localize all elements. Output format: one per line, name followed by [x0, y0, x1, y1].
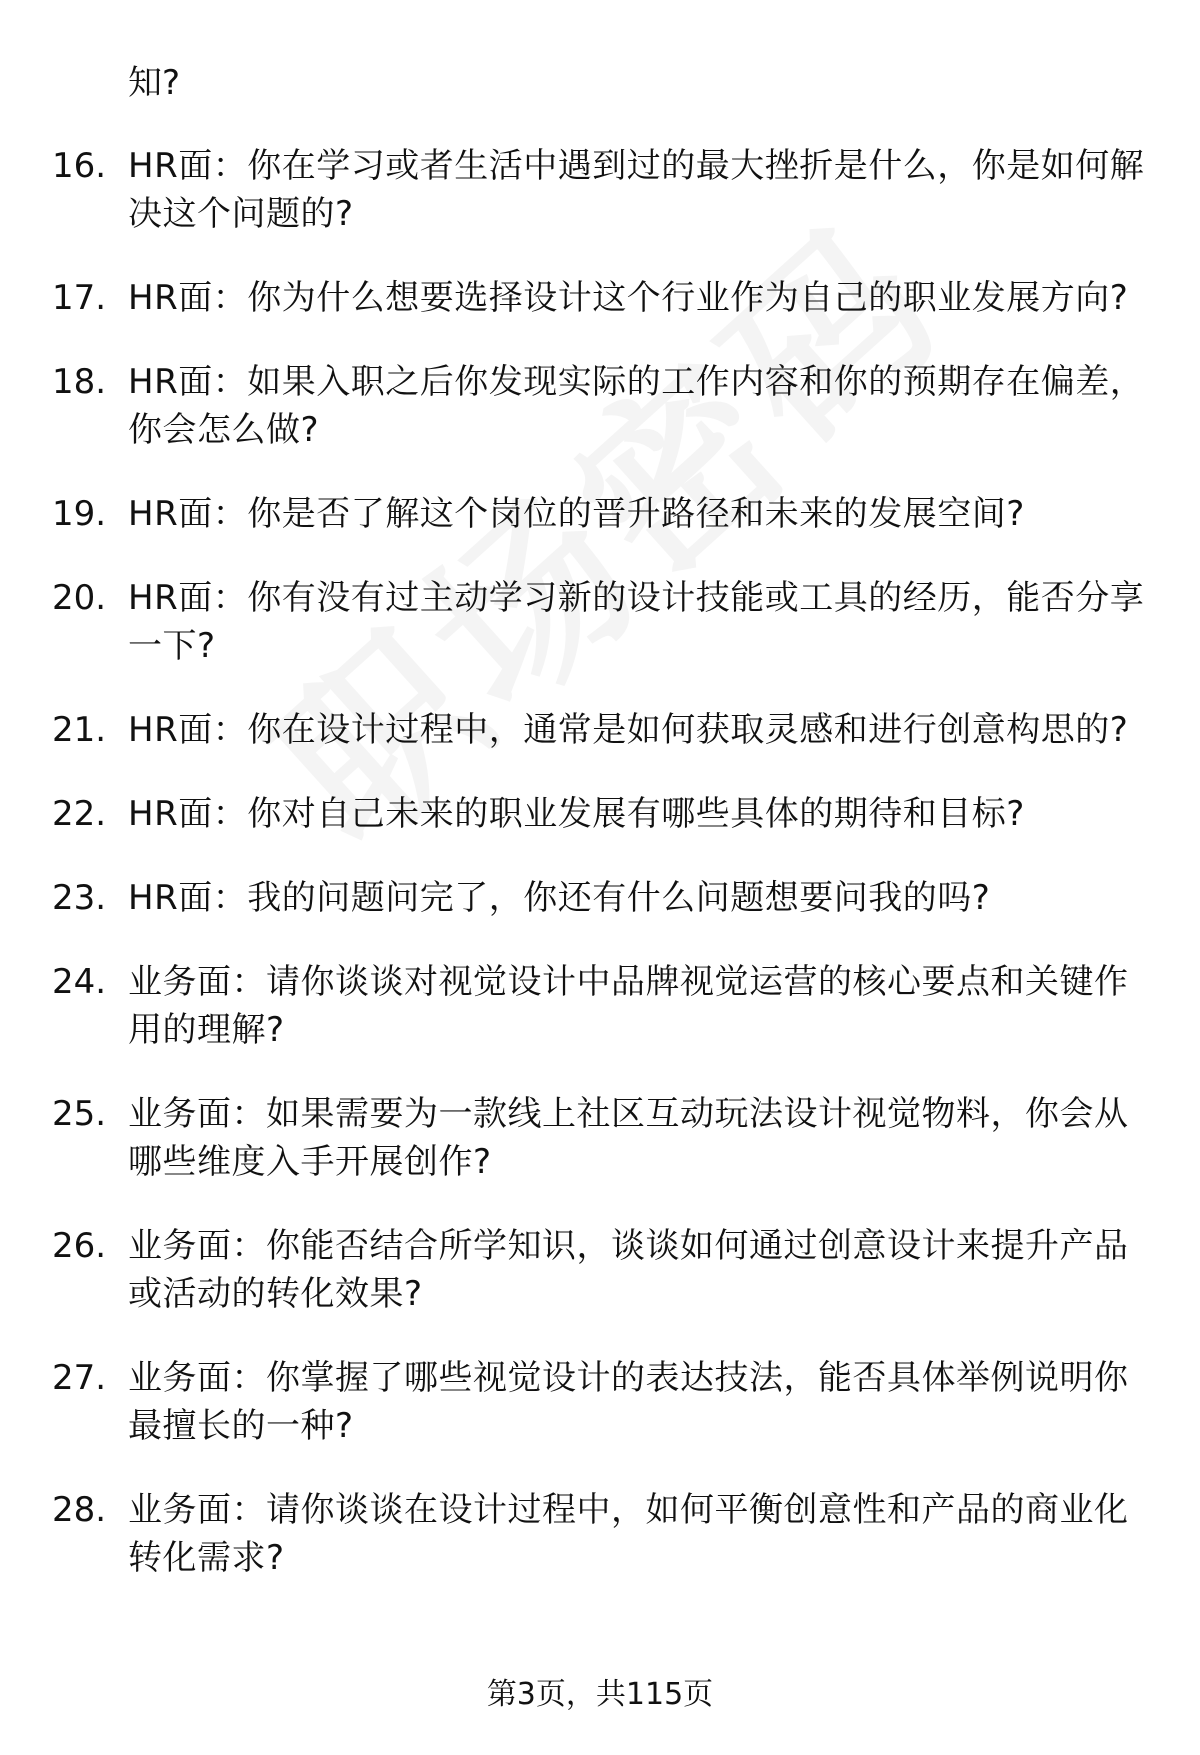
question-number: 22. [52, 794, 107, 834]
question-text: 业务面：你掌握了哪些视觉设计的表达技法，能否具体举例说明你最擅长的一种? [128, 1358, 1129, 1446]
question-text: 业务面：请你谈谈在设计过程中，如何平衡创意性和产品的商业化转化需求? [128, 1490, 1129, 1578]
question-item [0, 790, 1200, 838]
question-number: 28. [52, 1490, 107, 1530]
question-text: HR面：你在学习或者生活中遇到过的最大挫折是什么，你是如何解决这个问题的? [128, 146, 1145, 234]
question-item [0, 1354, 1200, 1450]
question-text: HR面：你对自己未来的职业发展有哪些具体的期待和目标? [128, 794, 1025, 834]
question-number: 21. [52, 710, 107, 750]
question-text: HR面：你有没有过主动学习新的设计技能或工具的经历，能否分享一下? [128, 578, 1145, 666]
question-number: 25. [52, 1094, 107, 1134]
question-item [0, 874, 1200, 922]
question-number: 18. [52, 362, 107, 402]
question-number: 24. [52, 962, 107, 1002]
question-text: HR面：我的问题问完了，你还有什么问题想要问我的吗? [128, 878, 991, 918]
continuation-text: 知? [128, 63, 181, 103]
question-number: 19. [52, 494, 107, 534]
question-item [0, 142, 1200, 238]
question-item [0, 1090, 1200, 1186]
question-item [0, 1486, 1200, 1582]
question-item [0, 958, 1200, 1054]
question-item [0, 490, 1200, 538]
question-number: 17. [52, 278, 107, 318]
question-number: 23. [52, 878, 107, 918]
question-list [0, 142, 1200, 1618]
question-text: 业务面：请你谈谈对视觉设计中品牌视觉运营的核心要点和关键作用的理解? [128, 962, 1129, 1050]
question-text: HR面：如果入职之后你发现实际的工作内容和你的预期存在偏差，你会怎么做? [128, 362, 1145, 450]
question-number: 16. [52, 146, 107, 186]
question-text: HR面：你是否了解这个岗位的晋升路径和未来的发展空间? [128, 494, 1025, 534]
question-item [0, 1222, 1200, 1318]
question-text: HR面：你为什么想要选择设计这个行业作为自己的职业发展方向? [128, 278, 1129, 318]
question-item [0, 358, 1200, 454]
question-text: 业务面：如果需要为一款线上社区互动玩法设计视觉物料，你会从哪些维度入手开展创作? [128, 1094, 1129, 1182]
question-number: 20. [52, 578, 107, 618]
question-item [0, 706, 1200, 754]
question-number: 27. [52, 1358, 107, 1398]
question-item [0, 274, 1200, 322]
question-item [0, 574, 1200, 670]
question-number: 26. [52, 1226, 107, 1266]
page-footer: 第3页，共115页 [486, 1677, 714, 1712]
question-text: 业务面：你能否结合所学知识，谈谈如何通过创意设计来提升产品或活动的转化效果? [128, 1226, 1129, 1314]
question-text: HR面：你在设计过程中，通常是如何获取灵感和进行创意构思的? [128, 710, 1129, 750]
